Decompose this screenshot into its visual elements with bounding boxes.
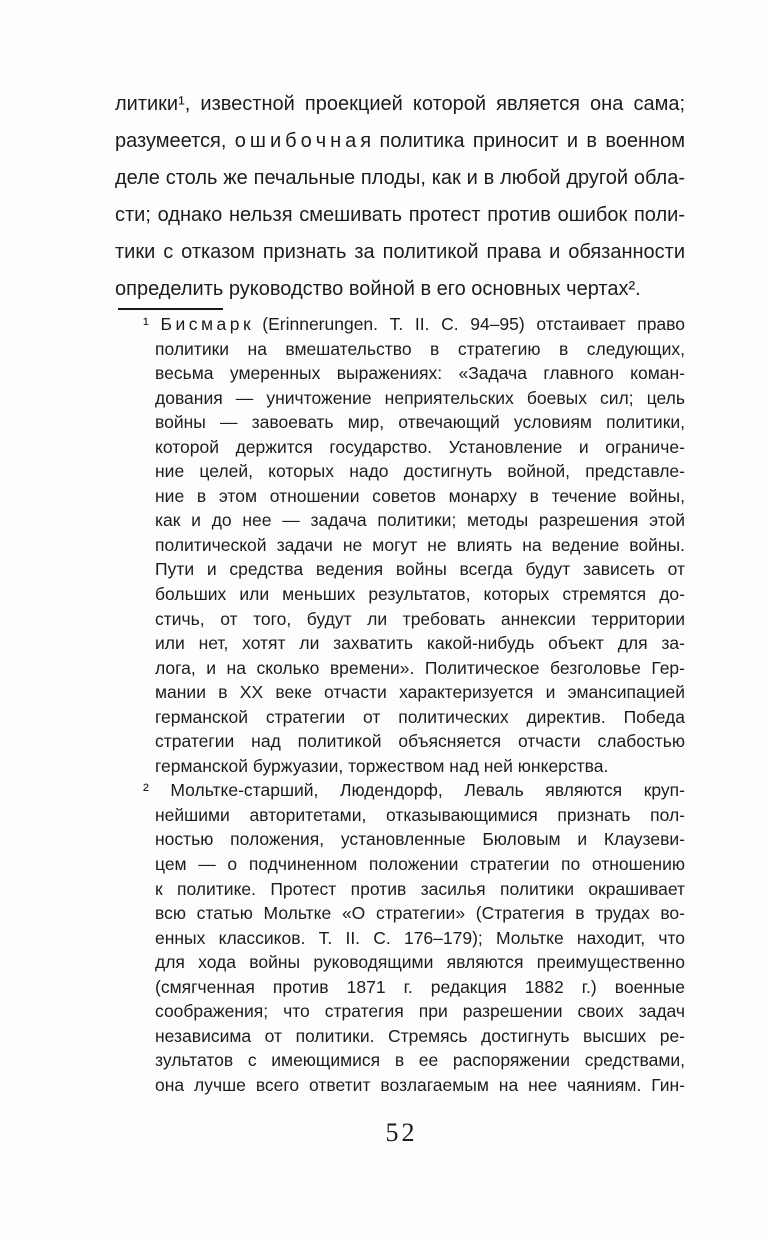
- footnote-line: политики на вмешательство в стратегию в следующих,: [155, 338, 685, 359]
- footnote-line: или нет, хотят ли захватить какой-нибудь объект для за-: [155, 633, 685, 654]
- footnote-line: ние в этом отношении советов монарху в течение войны,: [155, 485, 685, 506]
- footnote-line: германской буржуазии, торжеством над ней юнкерства.: [155, 755, 609, 776]
- footnote-line: она лучше всего ответит возлагаемым на нее чаяниям. Гин-: [155, 1074, 685, 1095]
- footnote-line: соображения; что стратегия при разрешении своих задач: [155, 1001, 685, 1022]
- footnote-line: (смягченная против 1871 г. редакция 1882 г.) военные: [155, 976, 685, 997]
- footnote-line: енных классиков. Т. II. С. 176–179); Мольтке находит, что: [155, 927, 685, 948]
- page-number: 52: [385, 1118, 418, 1147]
- text-line: тики с отказом признать за политикой права и обязанности: [115, 241, 685, 263]
- footnote-line: политической задачи не могут не влиять на ведение войны.: [155, 534, 685, 555]
- footnote-line: независима от политики. Стремясь достигнуть высших ре-: [155, 1025, 685, 1046]
- footnote-line: к политике. Протест против засилья политики окрашивает: [155, 878, 685, 899]
- text-line: сти; однако нельзя смешивать протест против ошибок поли-: [115, 204, 685, 226]
- footnote-line: мании в XX веке отчасти характеризуется и эмансипацией: [155, 682, 685, 703]
- footnote-line: ние целей, которых надо достигнуть войной, представле-: [155, 461, 685, 482]
- main-paragraph: [115, 86, 685, 308]
- text-line: определить руководство войной в его основных чертах².: [115, 278, 641, 300]
- text-line: деле столь же печальные плоды, как и в любой другой обла-: [115, 167, 685, 189]
- footnote-line: цем — о подчиненном положении стратегии по отношению: [155, 854, 685, 875]
- footnote-line: ностью положения, установленные Бюловым и Клаузеви-: [155, 829, 685, 850]
- footnotes-section: [143, 312, 685, 1098]
- footnote-line: дования — уничтожение неприятельских боевых сил; цель: [155, 387, 685, 408]
- footnote-line: зультатов с имеющимися в ее распоряжении средствами,: [155, 1050, 685, 1071]
- text-line: литики¹, известной проекцией которой является она сама;: [115, 93, 685, 115]
- footnote-line: для хода войны руководящими являются преимущественно: [155, 952, 685, 973]
- footnote-line: которой держится государство. Установление и ограниче-: [155, 436, 685, 457]
- footnote-line: лога, и на сколько времени». Политическое безголовье Гер-: [155, 657, 685, 678]
- footnote-line: весьма умеренных выражениях: «Задача главного коман-: [155, 363, 685, 384]
- footnote-1: [143, 312, 685, 778]
- footnote-line: Пути и средства ведения войны всегда будут зависеть от: [155, 559, 685, 580]
- footnote-line: нейшими авторитетами, отказывающимися признать пол-: [155, 804, 685, 825]
- footnote-line: больших или меньших результатов, которых стремятся до-: [155, 584, 685, 605]
- footnote-line: стичь, от того, будут ли требовать аннексии территории: [155, 608, 685, 629]
- text-line: разумеется, о ш и б о ч н а я политика приносит и в военном: [115, 130, 685, 152]
- footnote-line: ² Мольтке-старший, Людендорф, Леваль являются круп-: [143, 780, 685, 801]
- footnote-line: ¹ Б и с м а р к (Erinnerungen. Т. II. С. 94–95) отстаивает право: [143, 314, 685, 334]
- footnote-line: всю статью Мольтке «О стратегии» (Стратегия в трудах во-: [155, 903, 685, 924]
- footnote-separator: [118, 308, 223, 310]
- footnote-line: стратегии над политикой объясняется отчасти слабостью: [155, 731, 685, 752]
- footnote-line: германской стратегии от политических директив. Победа: [155, 706, 685, 727]
- footnote-line: войны — завоевать мир, отвечающий условиям политики,: [155, 412, 685, 433]
- footnote-2: [143, 778, 685, 1097]
- footnote-line: как и до нее — задача политики; методы разрешения этой: [155, 510, 685, 531]
